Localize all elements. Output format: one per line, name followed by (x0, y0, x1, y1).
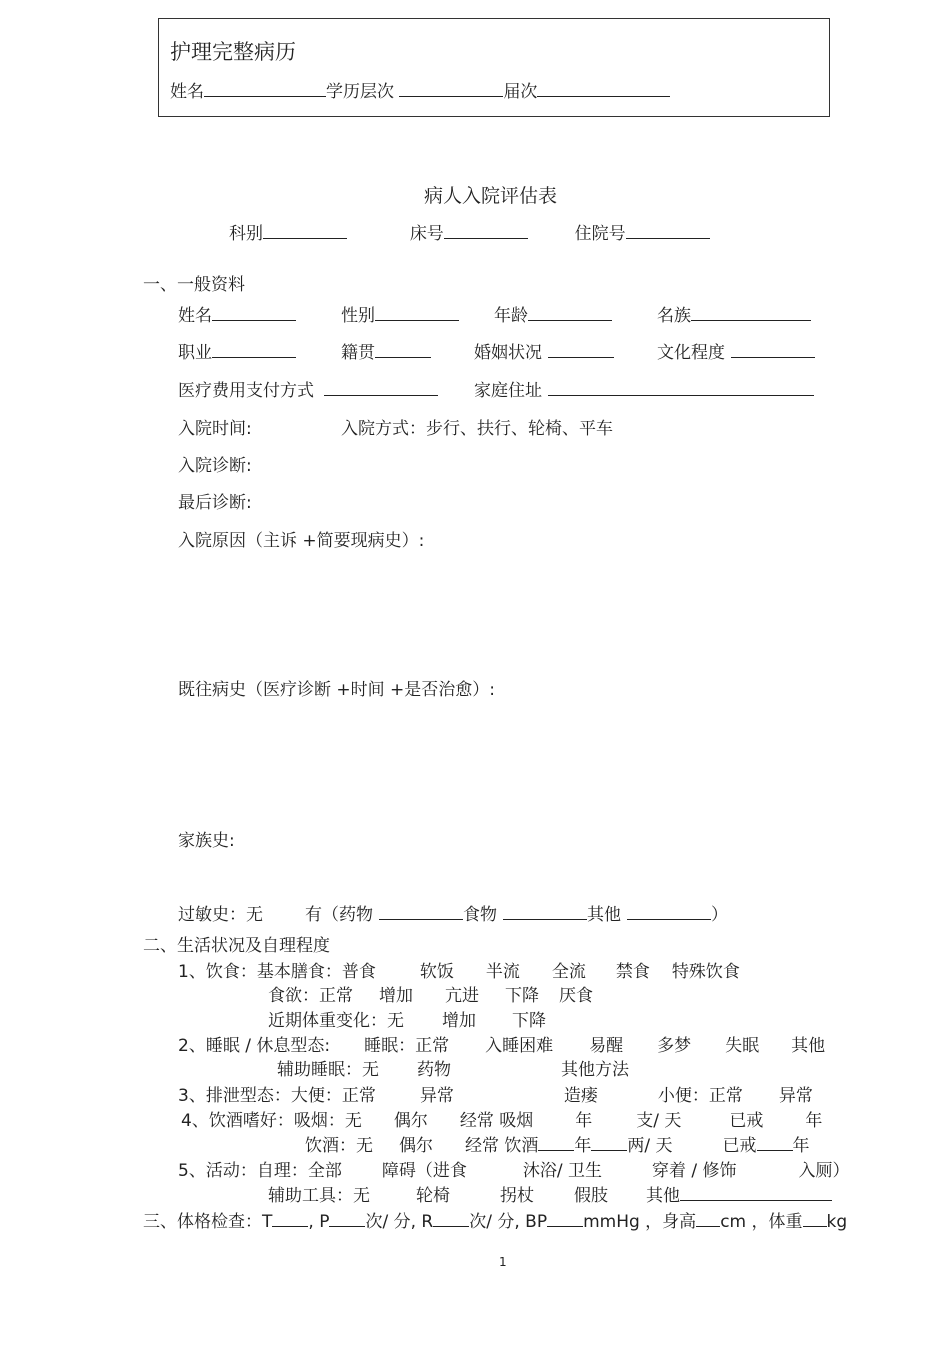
row-occupation: 职业 (178, 338, 296, 363)
patient-name-field[interactable] (212, 306, 296, 321)
section-1-heading: 一、一般资料 (143, 275, 245, 295)
excretion-row: 3、排泄型态：大便：正常 异常 造瘘 小便：正常 异常 (178, 1086, 813, 1106)
appetite-row: 食欲：正常 增加 亢进 下降 厌食 (268, 986, 593, 1006)
family-history-label: 家族史: (178, 831, 235, 851)
smoke-row: 4、饮酒嗜好：吸烟：无 偶尔 经常 吸烟 年 支/ 天 已戒 年 (181, 1111, 823, 1131)
section-3-row: 三、体格检查：T , P 次/ 分, R 次/ 分, BP mmHg ，身高 cm ，体重 kg (143, 1212, 848, 1232)
admission-reason-label: 入院原因（主诉 +简要现病史）: (178, 531, 425, 551)
bp-field[interactable] (547, 1212, 583, 1227)
allergy-row: 过敏史：无 有（药物 食物 其他 ） (178, 905, 728, 925)
height-field[interactable] (696, 1212, 720, 1227)
allergy-other-field[interactable] (627, 905, 711, 920)
row-address: 家庭住址 (474, 376, 814, 401)
admit-time-label: 入院时间: (178, 419, 252, 439)
temp-field[interactable] (272, 1212, 308, 1227)
admit-diagnosis-label: 入院诊断: (178, 456, 252, 476)
marital-field[interactable] (548, 343, 614, 358)
resp-field[interactable] (433, 1212, 469, 1227)
gender-field[interactable] (375, 306, 459, 321)
drink-quit-field[interactable] (757, 1136, 793, 1151)
admit-mode: 入院方式：步行、扶行、轮椅、平车 (341, 419, 613, 439)
drink-row: 饮酒：无 偶尔 经常 饮酒 年 两/ 天 已戒 年 (305, 1136, 810, 1156)
bed-field[interactable] (444, 224, 528, 239)
row-education: 文化程度 (657, 338, 815, 363)
row-age: 年龄 (494, 301, 612, 326)
name-field[interactable] (204, 82, 326, 97)
education-field[interactable] (731, 343, 815, 358)
row-payment: 医疗费用支付方式 (178, 376, 438, 401)
record-title: 护理完整病历 (170, 40, 296, 64)
edu-field[interactable] (399, 82, 503, 97)
form-title: 病人入院评估表 (424, 185, 558, 207)
section-2-heading: 二、生活状况及自理程度 (143, 936, 330, 956)
sleep-row: 2、睡眠 / 休息型态: 睡眠：正常 入睡困难 易醒 多梦 失眠 其他 (178, 1036, 826, 1056)
ethnicity-field[interactable] (691, 306, 811, 321)
diet-row: 1、饮食：基本膳食：普食 软饭 半流 全流 禁食 特殊饮食 (178, 962, 740, 982)
pulse-field[interactable] (329, 1212, 365, 1227)
row-hometown: 籍贯 (341, 338, 431, 363)
header-fields: 姓名 学历层次 届次 (170, 77, 670, 102)
allergy-drug-field[interactable] (379, 905, 463, 920)
weight-field[interactable] (803, 1212, 827, 1227)
admission-no-field[interactable] (626, 224, 710, 239)
row-name: 姓名 (178, 301, 296, 326)
dept-line: 科别 床号 住院号 (229, 219, 710, 244)
occupation-field[interactable] (212, 343, 296, 358)
page-number: 1 (499, 1255, 507, 1269)
past-history-label: 既往病史（医疗诊断 +时间 +是否治愈）: (178, 680, 496, 700)
header-box (158, 18, 830, 117)
aid-tools-row: 辅助工具：无 轮椅 拐杖 假肢 其他 (268, 1181, 832, 1206)
sleep-aid-row: 辅助睡眠：无 药物 其他方法 (277, 1060, 629, 1080)
weight-row: 近期体重变化：无 增加 下降 (268, 1011, 546, 1031)
activity-row: 5、活动：自理：全部 障碍（进食 沐浴/ 卫生 穿着 / 修饰 入厕） (178, 1161, 850, 1181)
row-gender: 性别 (341, 301, 459, 326)
address-field[interactable] (548, 381, 814, 396)
final-diagnosis-label: 最后诊断: (178, 493, 252, 513)
dept-field[interactable] (263, 224, 347, 239)
aid-other-field[interactable] (680, 1186, 832, 1201)
row-marital: 婚姻状况 (474, 338, 614, 363)
class-field[interactable] (537, 82, 670, 97)
drink-years-field[interactable] (538, 1136, 574, 1151)
hometown-field[interactable] (375, 343, 431, 358)
drink-amount-field[interactable] (591, 1136, 627, 1151)
age-field[interactable] (528, 306, 612, 321)
allergy-food-field[interactable] (503, 905, 587, 920)
payment-field[interactable] (324, 381, 438, 396)
row-ethnicity: 名族 (657, 301, 811, 326)
